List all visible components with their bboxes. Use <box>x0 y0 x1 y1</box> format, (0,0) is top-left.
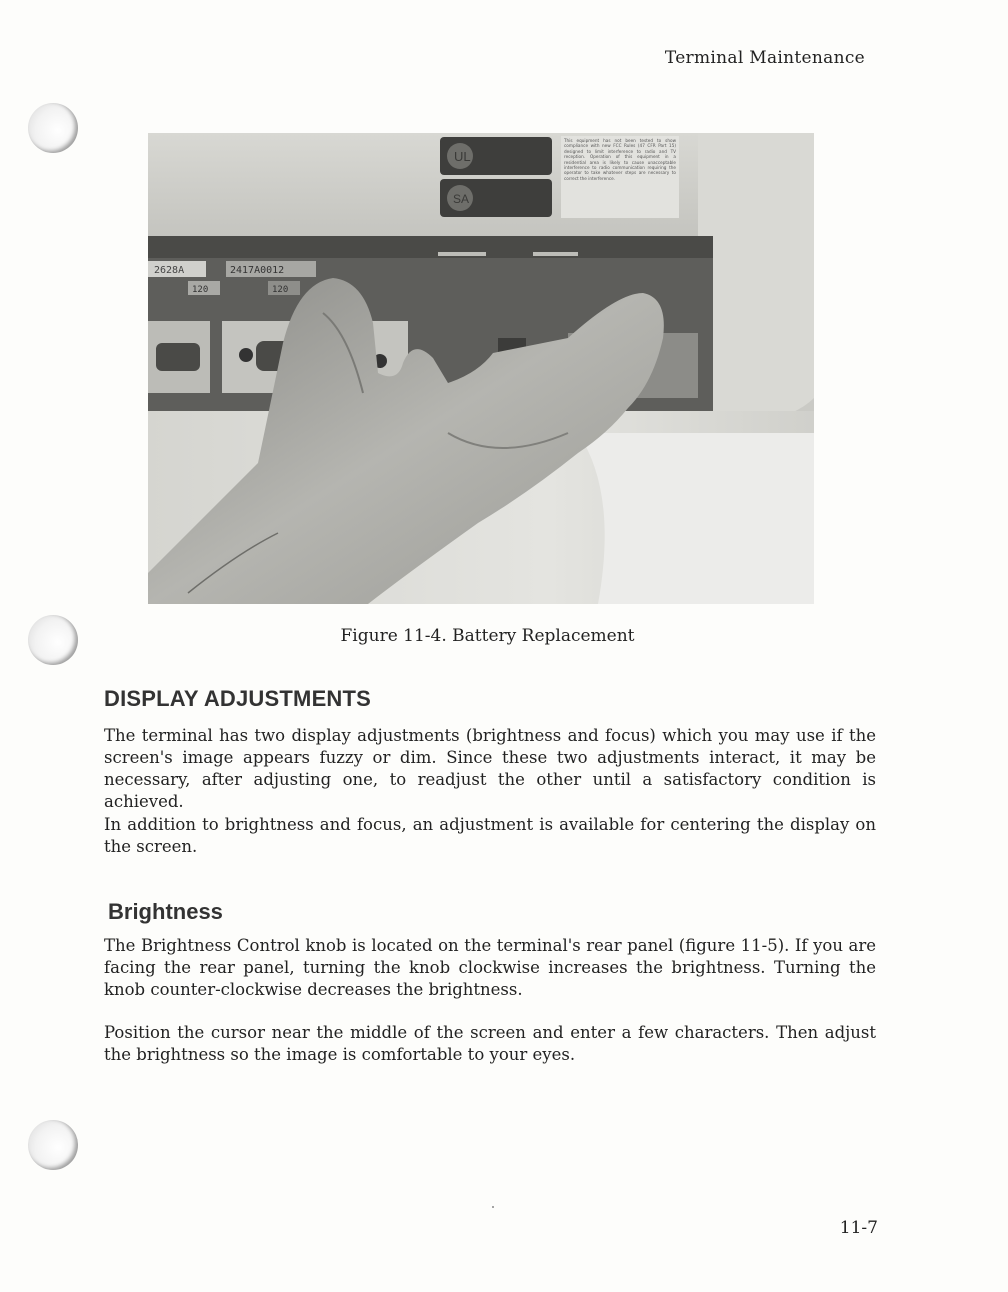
binder-hole-top <box>28 103 78 153</box>
running-head: Terminal Maintenance <box>664 48 865 68</box>
section-heading-display-adjustments: DISPLAY ADJUSTMENTS <box>104 686 372 711</box>
voltage-label-1: 120 <box>192 285 209 295</box>
section-heading-brightness: Brightness <box>108 899 223 924</box>
fcc-notice-text: This equipment has not been tested to show compliance with new FCC Rules (47 CFR Part 15) designed to limit interference to radio and TV reception. Operation of this equipment in a residential area is likely to cause unacceptable interference to radio communication requiring the operator to take whatever steps are necessary to correct the interference. <box>564 138 676 181</box>
battery-replacement-photo <box>148 133 814 604</box>
paper-speck <box>492 1206 494 1208</box>
page-number: 11-7 <box>839 1218 878 1238</box>
svg-text:SA: SA <box>453 192 470 206</box>
display-adjustments-paragraph-1: The terminal has two display adjustments (brightness and focus) which you may use if the screen's image appears fuzzy or dim. Since these two adjustments interact, it may be necessary, after adjusting one, to readjust the other until a satisfactory condition is achieved. <box>104 726 876 811</box>
voltage-label-2: 120 <box>272 285 289 295</box>
display-adjustments-paragraph-2: In addition to brightness and focus, an adjustment is available for centering the display on the screen. <box>104 815 876 856</box>
figure-caption: Figure 11-4. Battery Replacement <box>340 626 635 646</box>
serial-label: 2417A0012 <box>230 265 285 276</box>
brightness-paragraph-2: Position the cursor near the middle of the screen and enter a few characters. Then adjust the brightness so the image is comfortable to your eyes. <box>104 1023 876 1064</box>
brightness-paragraph-1: The Brightness Control knob is located on the terminal's rear panel (figure 11-5). If you are facing the rear panel, turning the knob clockwise increases the brightness. Turning the knob counter-clockwise decreases the brightness. <box>104 936 876 999</box>
photo-illustration <box>148 133 814 604</box>
svg-text:UL: UL <box>454 149 471 164</box>
binder-hole-bottom <box>28 1120 78 1170</box>
model-label: 2628A <box>154 265 185 276</box>
